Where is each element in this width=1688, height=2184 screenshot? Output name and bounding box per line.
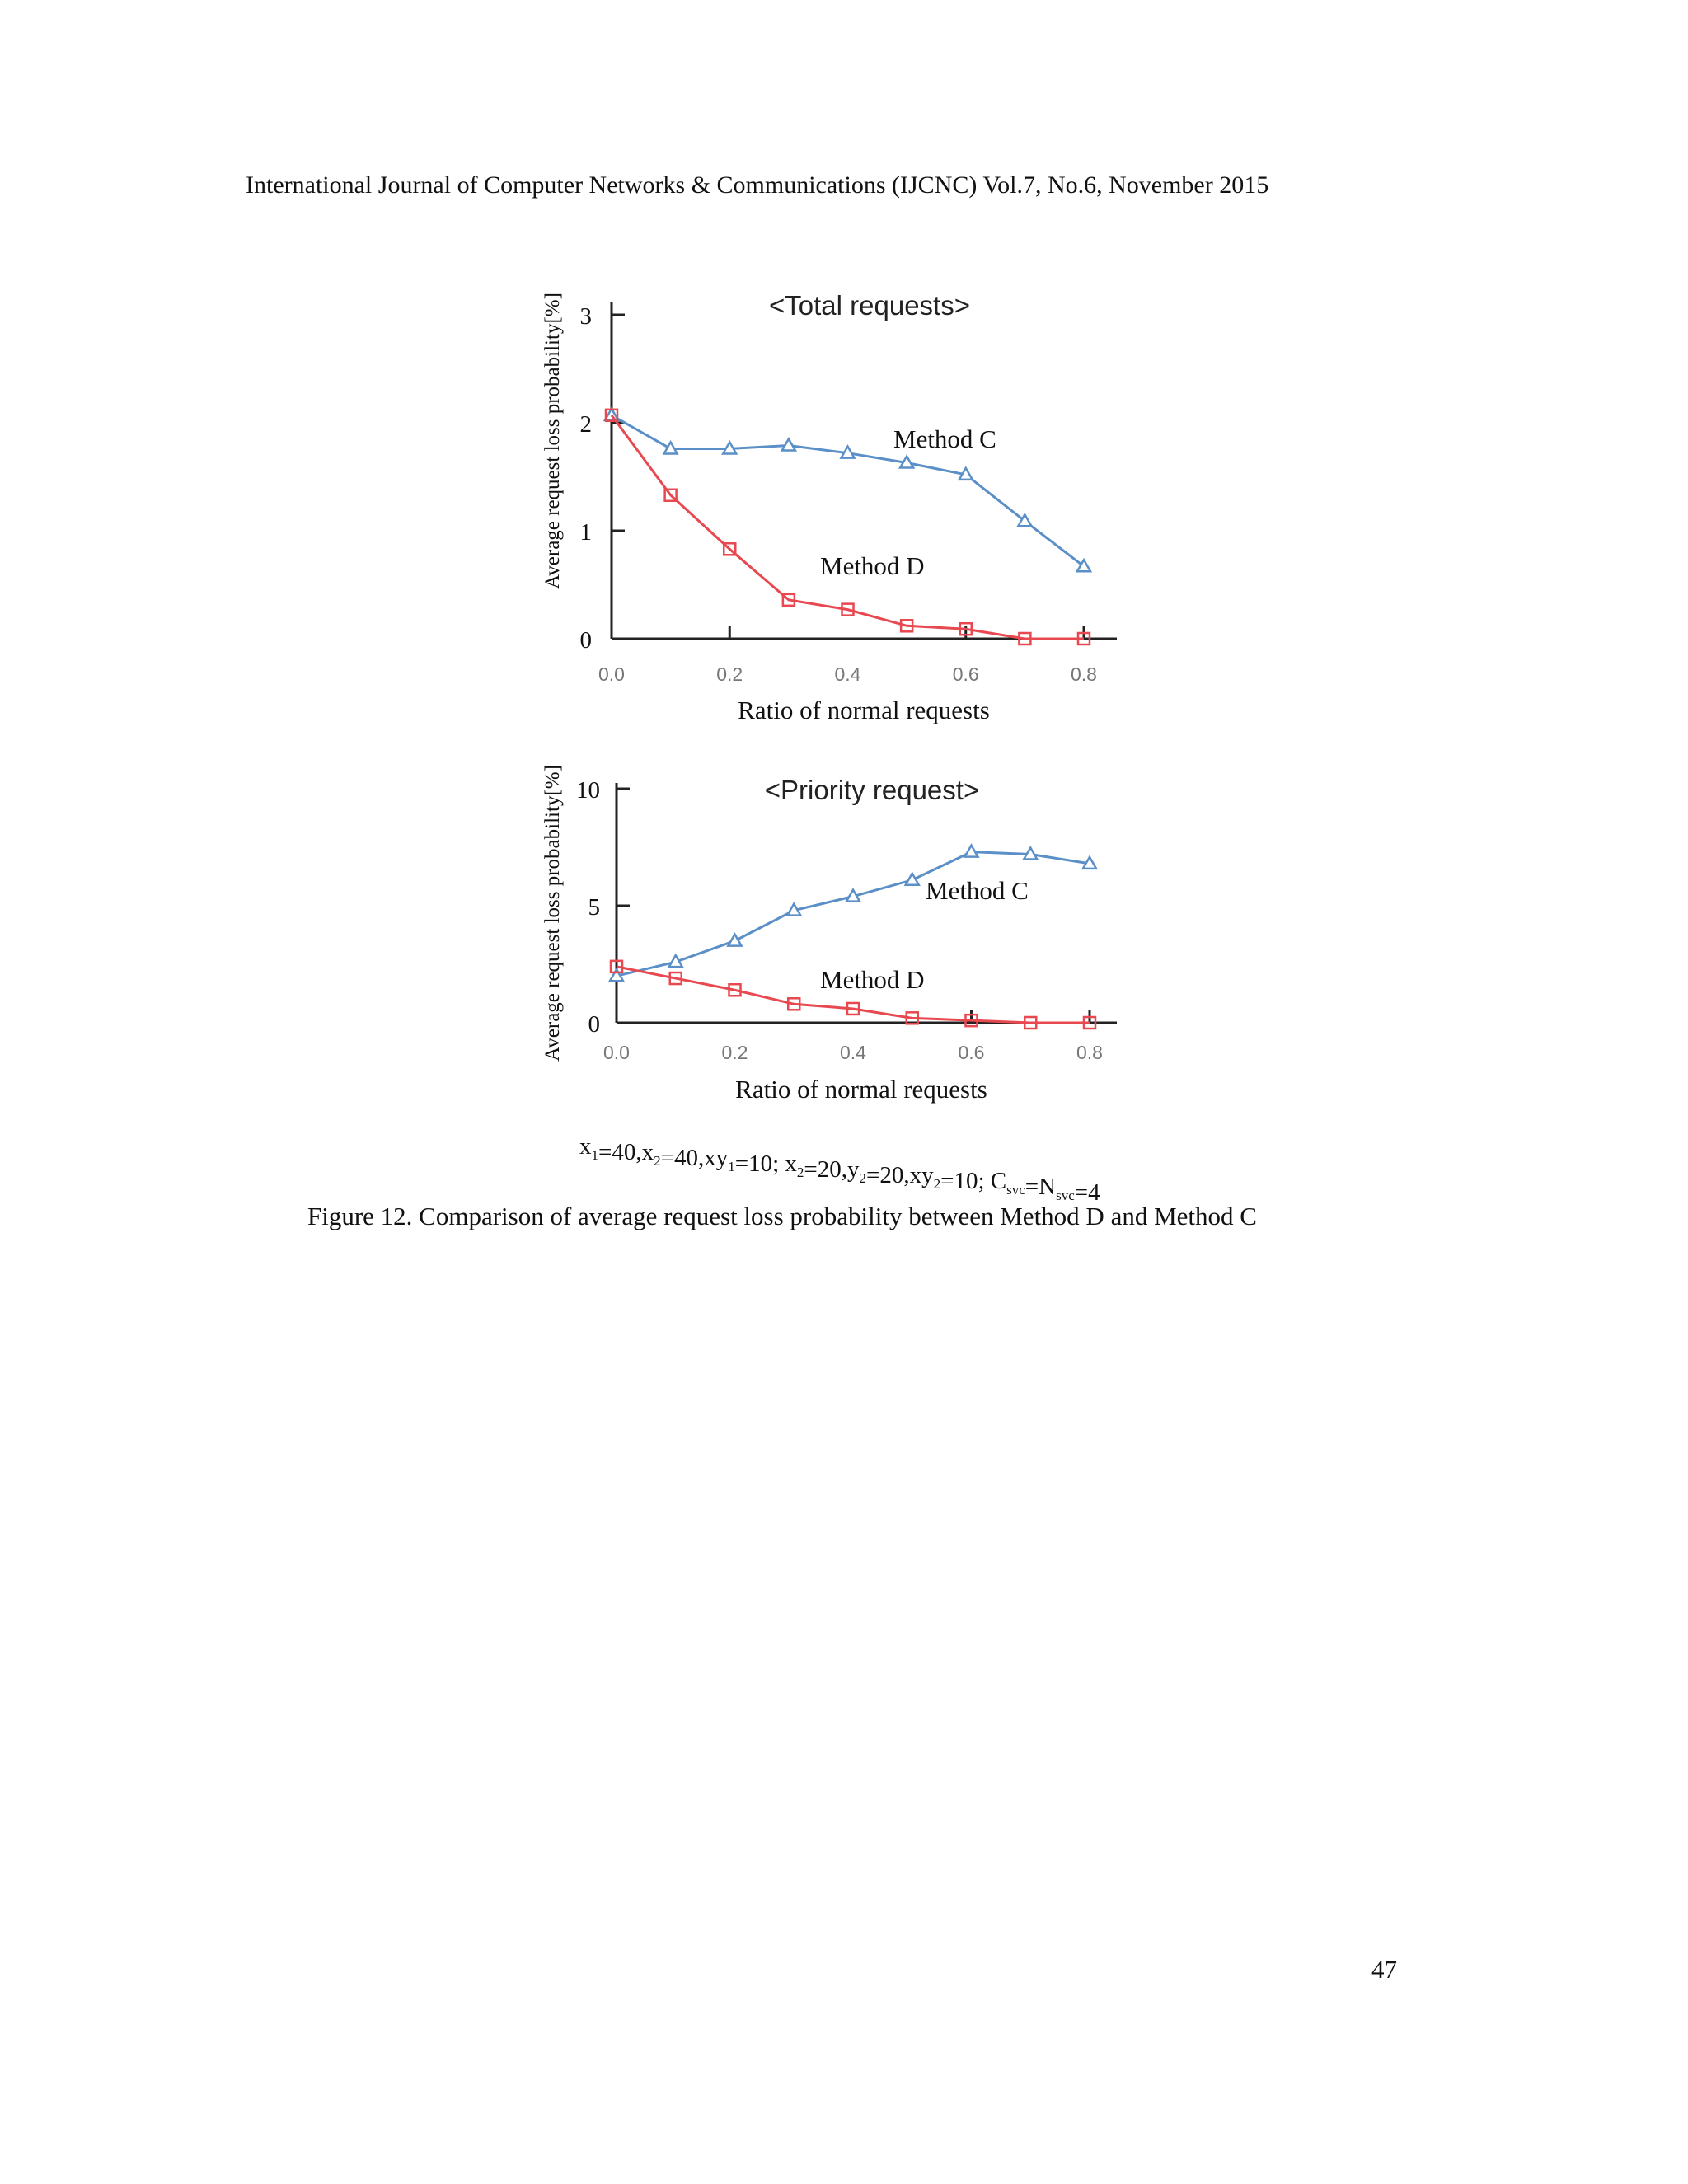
x-tick-label: 0.2 bbox=[721, 1042, 748, 1063]
figure-caption: Figure 12. Comparison of average request loss probability between Method D and Method C bbox=[307, 1202, 1257, 1230]
data-point-method-c bbox=[729, 935, 742, 946]
y-tick-label: 2 bbox=[579, 411, 592, 438]
x-tick-label: 0.6 bbox=[952, 663, 979, 685]
page-number: 47 bbox=[1372, 1955, 1397, 1984]
series-line-method-c bbox=[612, 415, 1084, 566]
y-tick-label: 5 bbox=[588, 894, 600, 921]
series-label-method-c: Method C bbox=[893, 424, 996, 453]
running-header: International Journal of Computer Networks & Communications (IJCNC) Vol.7, No.6, November 2015 bbox=[246, 171, 1269, 199]
x-tick-label: 0.6 bbox=[958, 1042, 985, 1063]
series-label-method-c: Method C bbox=[926, 876, 1029, 905]
y-tick-label: 3 bbox=[579, 303, 592, 330]
chart-total-requests bbox=[542, 290, 1117, 724]
x-tick-label: 0.4 bbox=[834, 663, 861, 685]
y-tick-label: 0 bbox=[588, 1011, 600, 1038]
x-tick-label: 0.0 bbox=[603, 1042, 630, 1063]
series-line-method-c bbox=[617, 852, 1090, 977]
series-label-method-d: Method D bbox=[820, 965, 925, 994]
x-tick-label: 0.4 bbox=[840, 1042, 866, 1063]
x-tick-label: 0.8 bbox=[1076, 1042, 1103, 1063]
y-tick-label: 10 bbox=[576, 777, 600, 804]
x-tick-label: 0.2 bbox=[716, 663, 743, 685]
series-label-method-d: Method D bbox=[820, 551, 925, 580]
chart-priority-request bbox=[542, 765, 1117, 1104]
chart-title: <Priority request> bbox=[764, 775, 980, 805]
x-tick-label: 0.0 bbox=[598, 663, 625, 685]
y-tick-label: 0 bbox=[579, 627, 592, 654]
y-tick-label: 1 bbox=[579, 519, 592, 546]
x-axis-label: Ratio of normal requests bbox=[735, 1075, 987, 1104]
chart-title: <Total requests> bbox=[769, 290, 970, 321]
y-axis-label: Average request loss probability[%] bbox=[542, 765, 564, 1062]
x-axis-label: Ratio of normal requests bbox=[738, 696, 990, 724]
x-tick-label: 0.8 bbox=[1071, 663, 1097, 685]
y-axis-label: Average request loss probability[%] bbox=[542, 293, 564, 589]
figure-parameters-note: $x_1=40,x_2=40,xy_1=10$; $x_2=20,y_2=20,xy_2=10$; $C_{svc}=N_{svc}=4$ bbox=[579, 1133, 1100, 1206]
